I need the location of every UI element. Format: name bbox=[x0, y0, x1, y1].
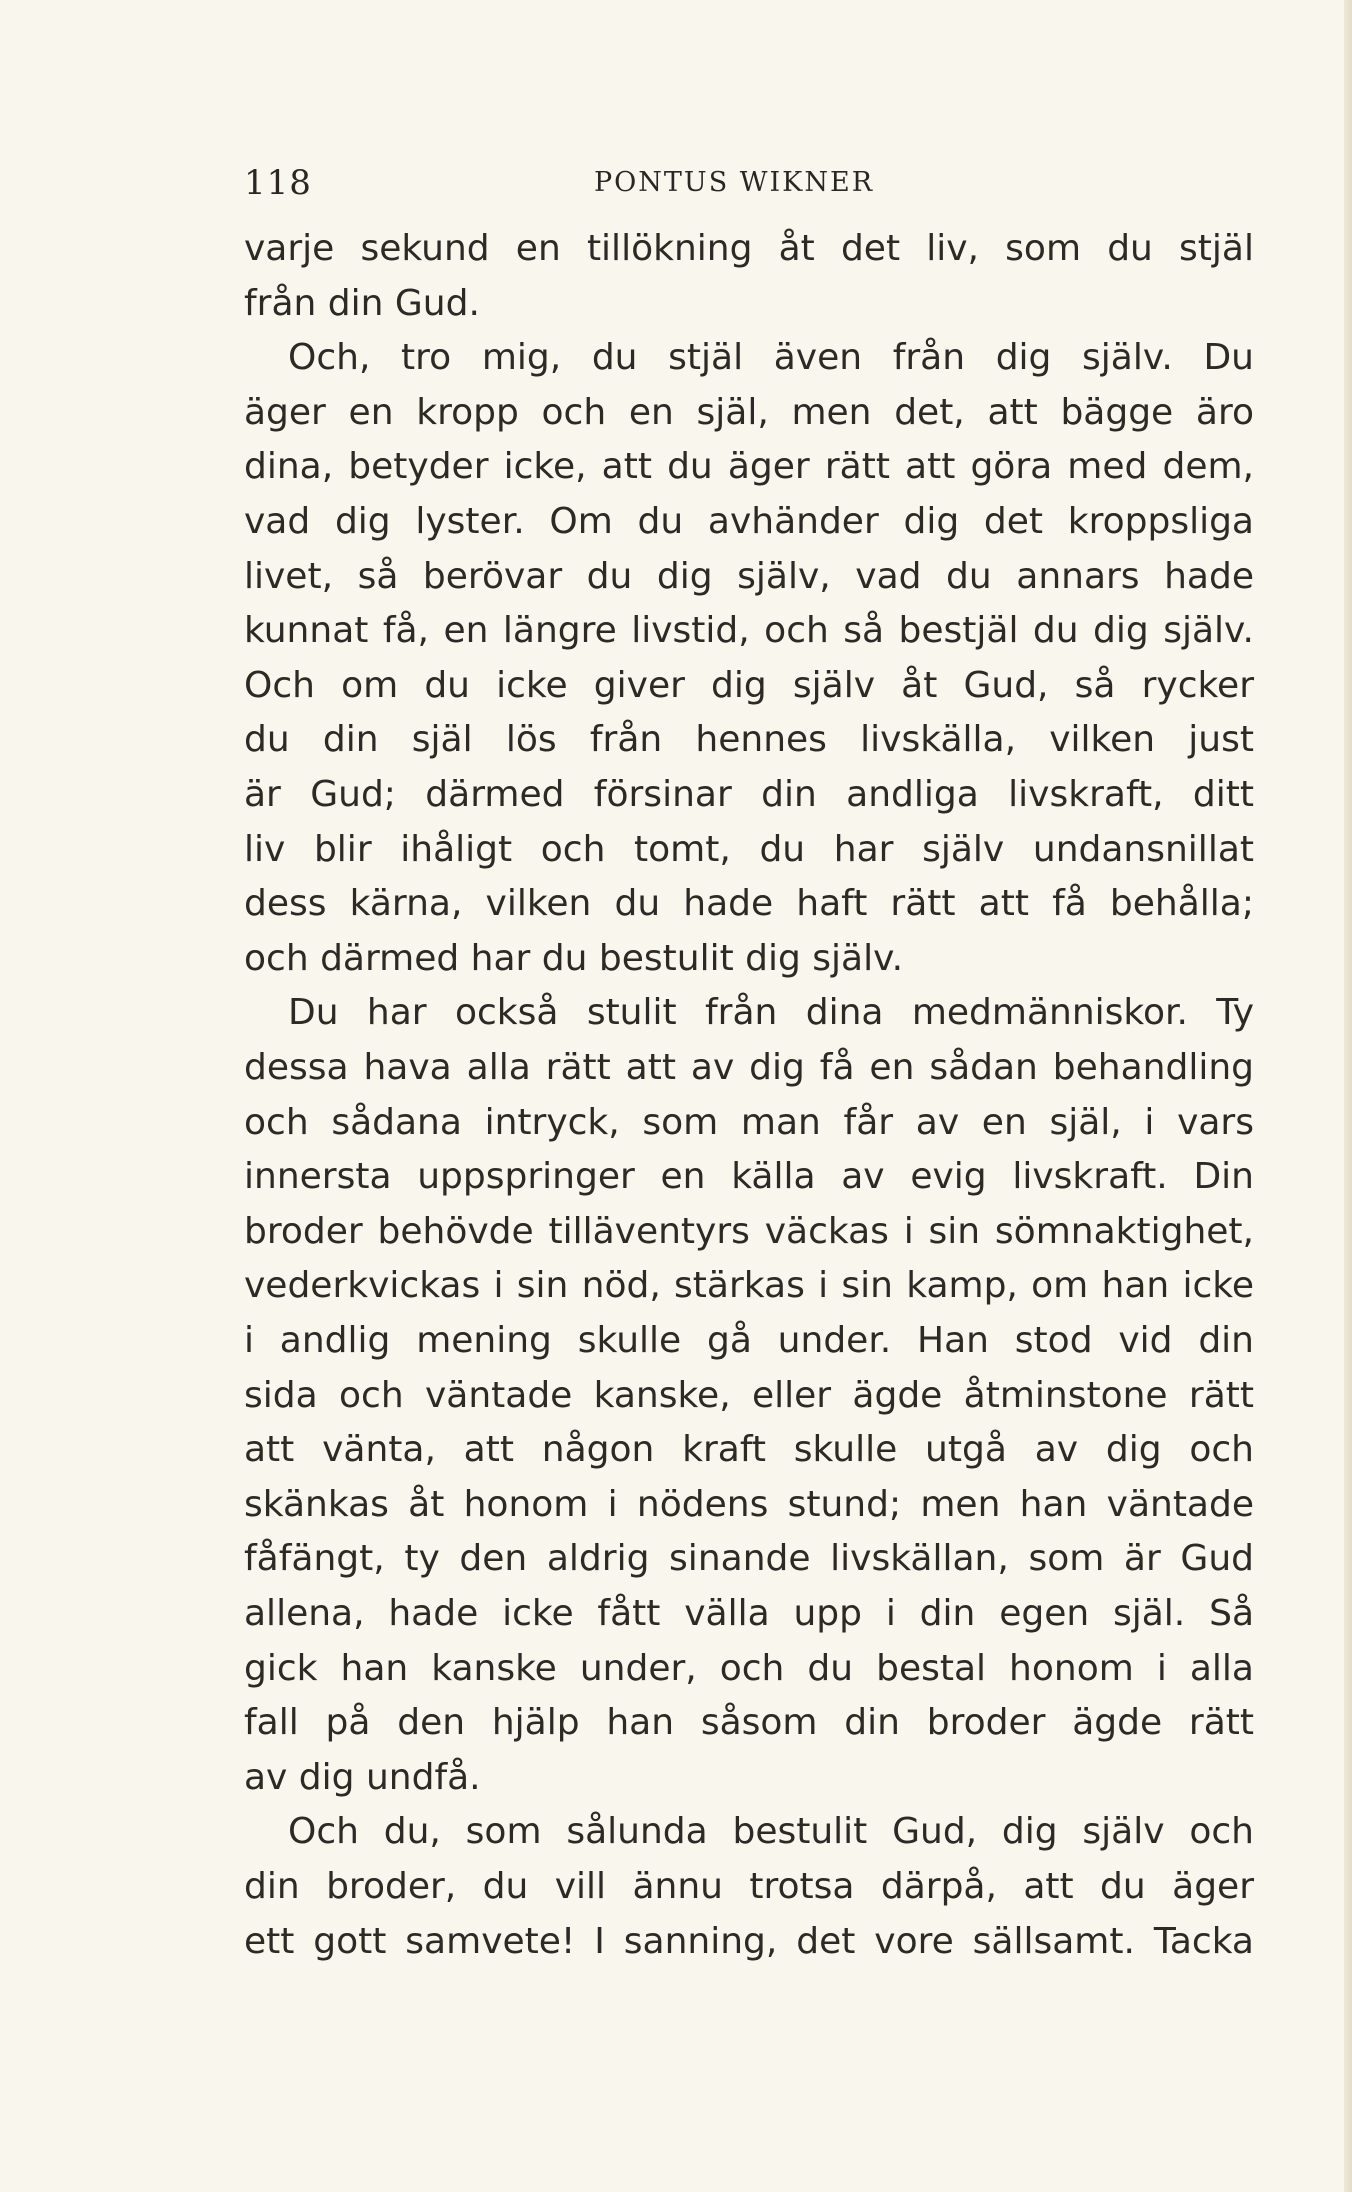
text-line: Du har också stulit från dina medmänniskor. Ty bbox=[288, 992, 1254, 1033]
text-line: fåfängt, ty den aldrig sinande livskällan, som är Gud bbox=[244, 1538, 1254, 1579]
text-line: varje sekund en tillökning åt det liv, som du stjäl bbox=[244, 228, 1254, 269]
text-line: livet, så berövar du dig själv, vad du annars hade bbox=[244, 556, 1254, 597]
text-line: Och, tro mig, du stjäl även från dig själv. Du bbox=[288, 337, 1254, 378]
text-line: vad dig lyster. Om du avhänder dig det kroppsliga bbox=[244, 501, 1254, 542]
text-line: av dig undfå. bbox=[244, 1757, 481, 1798]
text-line: ett gott samvete! I sanning, det vore sällsamt. Tacka bbox=[244, 1921, 1254, 1962]
text-line: är Gud; därmed försinar din andliga livskraft, ditt bbox=[244, 774, 1254, 815]
body-text bbox=[244, 222, 1254, 1982]
text-line: vederkvickas i sin nöd, stärkas i sin kamp, om han icke bbox=[244, 1265, 1254, 1306]
text-line: din broder, du vill ännu trotsa därpå, att du äger bbox=[244, 1866, 1254, 1907]
text-line: Och du, som sålunda bestulit Gud, dig själv och bbox=[288, 1811, 1254, 1852]
text-line: dina, betyder icke, att du äger rätt att göra med dem, bbox=[244, 446, 1254, 487]
text-line: Och om du icke giver dig själv åt Gud, så rycker bbox=[244, 665, 1254, 706]
text-line: du din själ lös från hennes livskälla, vilken just bbox=[244, 719, 1254, 760]
text-line: äger en kropp och en själ, men det, att bägge äro bbox=[244, 392, 1254, 433]
text-line: fall på den hjälp han såsom din broder ägde rätt bbox=[244, 1702, 1254, 1743]
text-line: och sådana intryck, som man får av en själ, i vars bbox=[244, 1102, 1254, 1143]
text-line: gick han kanske under, och du bestal honom i alla bbox=[244, 1648, 1254, 1689]
text-line: innersta uppspringer en källa av evig livskraft. Din bbox=[244, 1156, 1254, 1197]
text-line: kunnat få, en längre livstid, och så bestjäl du dig själv. bbox=[244, 610, 1254, 651]
text-line: allena, hade icke fått välla upp i din egen själ. Så bbox=[244, 1593, 1254, 1634]
text-line: från din Gud. bbox=[244, 283, 480, 324]
text-line: liv blir ihåligt och tomt, du har själv undansnillat bbox=[244, 829, 1254, 870]
text-line: i andlig mening skulle gå under. Han stod vid din bbox=[244, 1320, 1254, 1361]
page-number: 118 bbox=[244, 163, 312, 203]
text-line: dessa hava alla rätt att av dig få en sådan behandling bbox=[244, 1047, 1254, 1088]
text-line: skänkas åt honom i nödens stund; men han väntade bbox=[244, 1484, 1254, 1525]
running-title: PONTUS WIKNER bbox=[594, 167, 875, 198]
text-line: broder behövde tilläventyrs väckas i sin sömnaktighet, bbox=[244, 1211, 1254, 1252]
text-line: och därmed har du bestulit dig själv. bbox=[244, 938, 904, 979]
text-line: dess kärna, vilken du hade haft rätt att få behålla; bbox=[244, 883, 1254, 924]
text-line: att vänta, att någon kraft skulle utgå av dig och bbox=[244, 1429, 1254, 1470]
text-line: sida och väntade kanske, eller ägde åtminstone rätt bbox=[244, 1375, 1254, 1416]
page-edge-shadow bbox=[1344, 0, 1352, 2192]
running-head bbox=[244, 163, 1254, 207]
